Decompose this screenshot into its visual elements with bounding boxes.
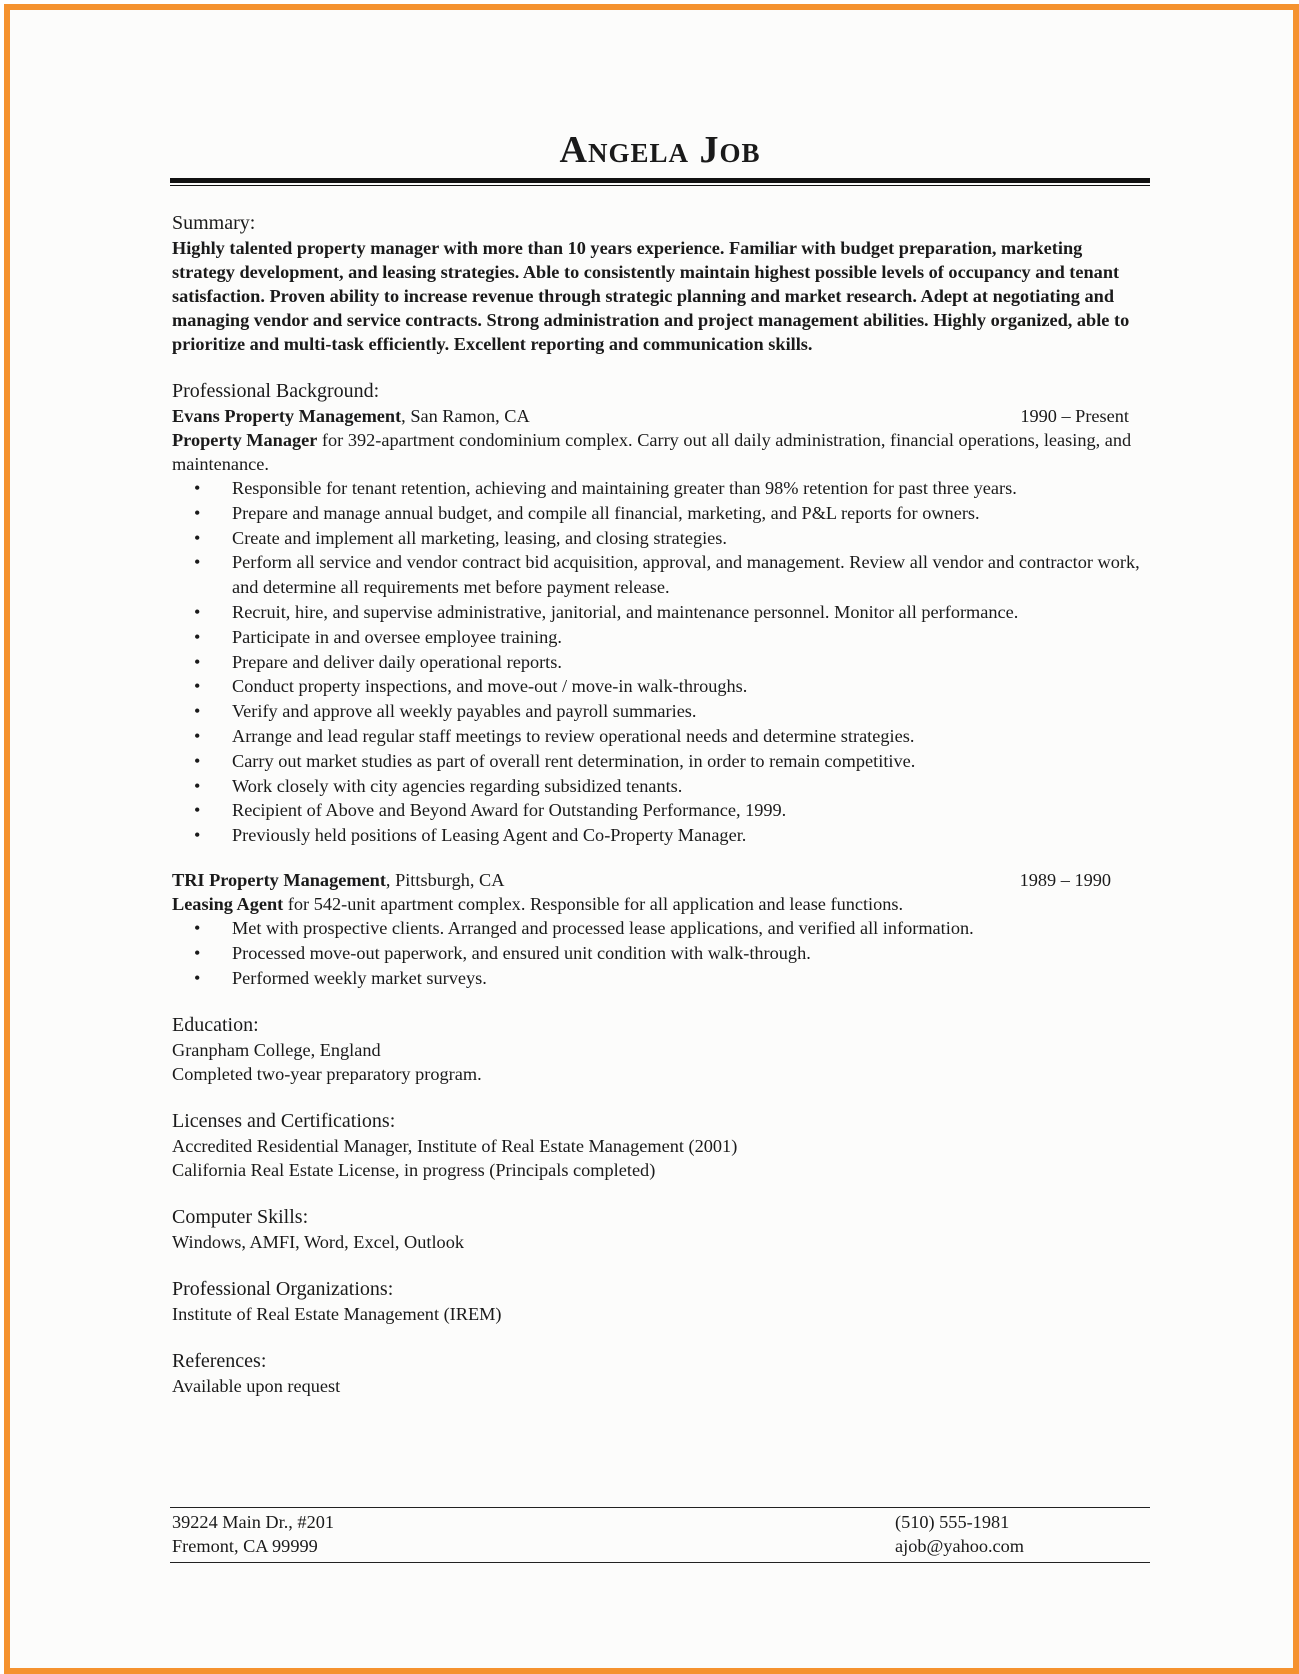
summary-heading: Summary: <box>172 212 256 234</box>
job-header <box>172 868 1147 892</box>
duty-item: • Prepare and deliver daily operational reports. <box>172 650 1147 675</box>
address-block <box>172 1510 334 1558</box>
duty-item: • Verify and approve all weekly payables and payroll summaries. <box>172 699 1147 724</box>
job-duties <box>172 916 1147 990</box>
duty-item: • Arrange and lead regular staff meetings to review operational needs and determine strategies. <box>172 724 1147 749</box>
job-location: , Pittsburgh, CA <box>385 869 505 890</box>
header-rule-thin <box>170 185 1150 186</box>
license-line: California Real Estate License, in progress (Principals completed) <box>172 1160 656 1181</box>
phone-number: (510) 555-1981 <box>895 1512 1010 1532</box>
duty-item: • Perform all service and vendor contract bid acquisition, approval, and management. Review all vendor and contractor work, and determine all requirements met before payment release. <box>172 550 1147 600</box>
organizations-heading: Professional Organizations: <box>172 1278 394 1301</box>
job-duties <box>172 476 1147 848</box>
background-heading: Professional Background: <box>172 380 380 402</box>
job-description <box>172 428 1147 476</box>
computer-skills-heading: Computer Skills: <box>172 1206 309 1229</box>
header-rule <box>170 178 1150 183</box>
duty-item: • Recipient of Above and Beyond Award for Outstanding Performance, 1999. <box>172 798 1147 823</box>
references-line: Available upon request <box>172 1376 341 1397</box>
duty-item: • Participate in and oversee employee training. <box>172 625 1147 650</box>
duty-item: • Responsible for tenant retention, achieving and maintaining greater than 98% retention for past three years. <box>172 476 1147 501</box>
job-title: Leasing Agent <box>172 893 284 914</box>
candidate-name: Angela Job <box>559 129 761 171</box>
duty-item: • Recruit, hire, and supervise administrative, janitorial, and maintenance personnel. Monitor all performance. <box>172 600 1147 625</box>
duty-item: • Carry out market studies as part of overall rent determination, in order to remain competitive. <box>172 749 1147 774</box>
summary-text: Highly talented property manager with more than 10 years experience. Familiar with budget preparation, marketing strategy development, and leasing strategies. Able to consistently maintain highest possible levels of occupancy and tenant satisfaction. Proven ability to increase revenue through strategic planning and market research. Adept at negotiating and managing vendor and service contracts. Strong administration and project management abilities. Highly organized, able to prioritize and multi-task efficiently. Excellent reporting and communication skills. <box>172 238 1130 354</box>
job-company: TRI Property Management <box>172 869 386 890</box>
job-location: , San Ramon, CA <box>401 406 530 426</box>
references-heading: References: <box>172 1350 267 1373</box>
computer-skills-line: Windows, AMFI, Word, Excel, Outlook <box>172 1232 464 1253</box>
duty-item: • Conduct property inspections, and move-out / move-in walk-throughs. <box>172 674 1147 699</box>
duty-item: • Previously held positions of Leasing Agent and Co-Property Manager. <box>172 823 1147 848</box>
duty-item: • Met with prospective clients. Arranged and processed lease applications, and verified all information. <box>172 916 1147 941</box>
job-header <box>172 404 1147 428</box>
duty-item: • Create and implement all marketing, leasing, and closing strategies. <box>172 526 1147 551</box>
licenses-heading: Licenses and Certifications: <box>172 1110 396 1133</box>
footer-rule-bottom <box>170 1562 1150 1563</box>
license-line: Accredited Residential Manager, Institute of Real Estate Management (2001) <box>172 1136 738 1157</box>
contact-block <box>895 1510 1024 1558</box>
page-frame <box>4 4 1299 1674</box>
address-line-2: Fremont, CA 99999 <box>172 1536 318 1556</box>
footer-rule-top <box>170 1507 1150 1508</box>
duty-item: • Work closely with city agencies regarding subsidized tenants. <box>172 774 1147 799</box>
education-line: Granpham College, England <box>172 1040 381 1061</box>
job-description-text: for 392-apartment condominium complex. Carry out all daily administration, financial operations, leasing, and maintenance. <box>172 430 1132 474</box>
job-description <box>172 892 1147 916</box>
job-company: Evans Property Management <box>172 406 402 426</box>
job-dates: 1990 – Present <box>1020 406 1129 426</box>
job-entry <box>172 868 1147 990</box>
job-description-text: for 542-unit apartment complex. Responsible for all application and lease functions. <box>283 893 904 914</box>
address-line-1: 39224 Main Dr., #201 <box>172 1512 334 1532</box>
job-title: Property Manager <box>172 430 318 450</box>
duty-item: • Prepare and manage annual budget, and compile all financial, marketing, and P&L reports for owners. <box>172 501 1147 526</box>
duty-item: • Processed move-out paperwork, and ensured unit condition with walk-through. <box>172 941 1147 966</box>
resume-content <box>172 210 1147 1398</box>
job-dates: 1989 – 1990 <box>1019 869 1111 890</box>
education-line: Completed two-year preparatory program. <box>172 1064 482 1085</box>
organization-line: Institute of Real Estate Management (IREM) <box>172 1304 502 1325</box>
education-heading: Education: <box>172 1014 259 1037</box>
job-entry <box>172 404 1147 848</box>
email-address[interactable]: ajob@yahoo.com <box>895 1536 1025 1556</box>
duty-item: • Performed weekly market surveys. <box>172 966 1147 991</box>
